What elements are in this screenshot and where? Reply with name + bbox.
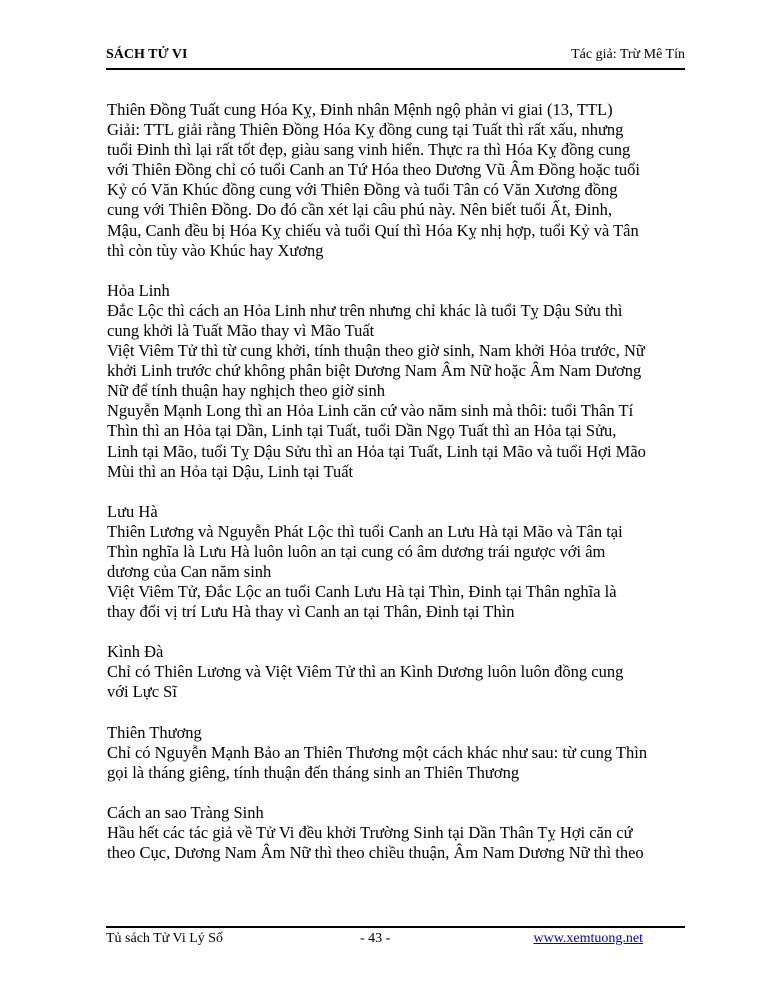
text-line: Nữ để tính thuận hay nghịch theo giờ sinh — [107, 381, 385, 401]
text-line: Nguyễn Mạnh Long thì an Hỏa Linh căn cứ vào năm sinh mà thôi: tuổi Thân Tí — [107, 401, 634, 421]
page-footer — [106, 926, 685, 950]
text-block — [107, 100, 687, 261]
text-line: dương của Can năm sinh — [107, 561, 272, 581]
text-line: Chỉ có Nguyễn Mạnh Bảo an Thiên Thương một cách khác như sau: từ cung Thìn — [107, 742, 648, 762]
text-line: Giải: TTL giải rằng Thiên Đồng Hóa Kỵ đồng cung tại Tuất thì rất xấu, nhưng — [107, 120, 624, 140]
text-line: Mậu, Canh đều bị Hóa Kỵ chiếu và tuổi Quí thì Hóa Kỵ nhị hợp, tuổi Kỷ và Tân — [107, 220, 639, 240]
text-line: với Lực Sĩ — [107, 682, 177, 702]
text-line: Cách an sao Tràng Sinh — [107, 802, 264, 822]
book-title: SÁCH TỬ VI — [106, 47, 188, 62]
text-line: thì còn tùy vào Khúc hay Xương — [107, 240, 324, 260]
page-body — [107, 100, 687, 883]
page-number: - 43 - — [360, 931, 391, 946]
text-block — [107, 281, 687, 482]
text-line: Chỉ có Thiên Lương và Việt Viêm Tử thì an Kình Dương luôn luôn đồng cung — [107, 662, 624, 682]
text-line: Kình Đà — [107, 642, 164, 662]
author-label: Tác giả: Trừ Mê Tín — [571, 47, 685, 62]
text-block — [107, 723, 687, 783]
text-line: với Thiên Đồng chỉ có tuổi Canh an Tứ Hóa theo Dương Vũ Âm Đồng hoặc tuổi — [107, 160, 641, 180]
text-line: Thiên Lương và Nguyễn Phát Lộc thì tuổi Canh an Lưu Hà tại Mão và Tân tại — [107, 521, 623, 541]
series-label: Tủ sách Tử Vi Lý Số — [106, 931, 224, 946]
text-line: Linh tại Mão, tuổi Tỵ Dậu Sửu thì an Hỏa tại Tuất, Linh tại Mão và tuổi Hợi Mão — [107, 441, 646, 461]
text-line: theo Cục, Dương Nam Âm Nữ thì theo chiều thuận, Âm Nam Dương Nữ thì theo — [107, 843, 644, 862]
text-line: Lưu Hà — [107, 501, 158, 521]
text-line: thay đổi vị trí Lưu Hà thay vì Canh an tại Thân, Đinh tại Thìn — [107, 602, 515, 622]
text-line: cung khởi là Tuất Mão thay vì Mão Tuất — [107, 320, 375, 340]
text-line: Mùi thì an Hỏa tại Dậu, Linh tại Tuất — [107, 461, 354, 481]
text-line: khởi Linh trước chứ không phân biệt Dương Nam Âm Nữ hoặc Âm Nam Dương — [107, 361, 642, 381]
page-header — [106, 44, 685, 70]
text-line: Việt Viêm Tử, Đắc Lộc an tuổi Canh Lưu Hà tại Thìn, Đinh tại Thân nghĩa là — [107, 582, 617, 602]
text-line: gọi là tháng giêng, tính thuận đến tháng sinh an Thiên Thương — [107, 762, 520, 782]
text-line: Hỏa Linh — [107, 280, 170, 300]
text-line: Thìn nghĩa là Lưu Hà luôn luôn an tại cung có âm dương trái ngược với âm — [107, 541, 606, 561]
text-line: cung với Thiên Đồng. Do đó cần xét lại câu phú này. Nên biết tuổi Ất, Đinh, — [107, 200, 612, 220]
text-block — [107, 502, 687, 623]
text-line: Hầu hết các tác giả về Tử Vi đều khởi Trường Sinh tại Dần Thân Tỵ Hợi căn cứ — [107, 822, 633, 842]
text-line: tuổi Đinh thì lại rất tốt đẹp, giàu sang vinh hiển. Thực ra thì Hóa Kỵ đồng cung — [107, 140, 631, 160]
text-block — [107, 642, 687, 702]
text-line: Thiên Thương — [107, 722, 202, 742]
website-link[interactable]: www.xemtuong.net — [533, 931, 643, 946]
text-line: Thìn thì an Hỏa tại Dần, Linh tại Tuất, tuổi Dần Ngọ Tuất thì an Hỏa tại Sửu, — [107, 421, 617, 441]
text-block — [107, 803, 687, 863]
text-line: Đắc Lộc thì cách an Hỏa Linh như trên nhưng chỉ khác là tuổi Tỵ Dậu Sửu thì — [107, 300, 623, 320]
text-line: Việt Viêm Tử thì từ cung khởi, tính thuận theo giờ sinh, Nam khởi Hỏa trước, Nữ — [107, 341, 645, 361]
text-line: Kỷ có Văn Khúc đồng cung với Thiên Đồng và tuổi Tân có Văn Xương đồng — [107, 180, 618, 200]
text-line: Thiên Đồng Tuất cung Hóa Kỵ, Đinh nhân Mệnh ngộ phản vi giai (13, TTL) — [107, 100, 613, 119]
